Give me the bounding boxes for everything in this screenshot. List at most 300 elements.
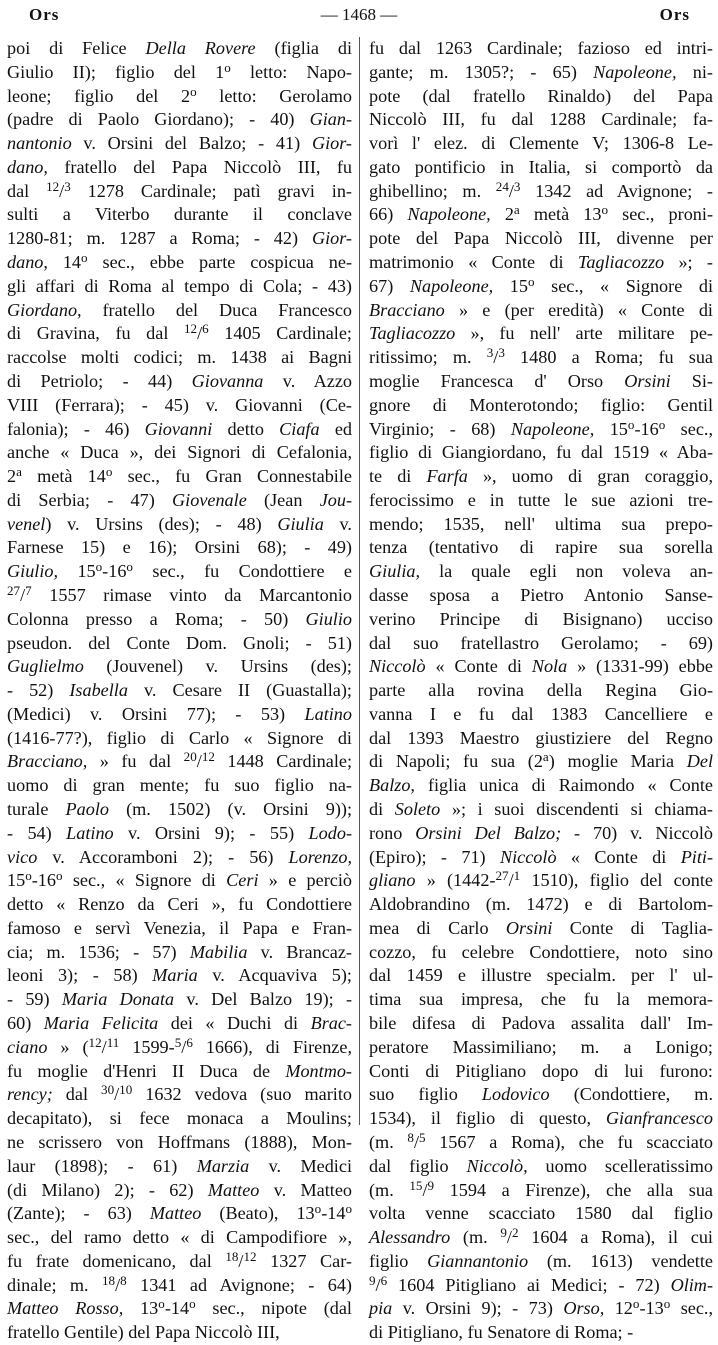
text-run: metà 14: [21, 466, 106, 487]
text-run: » fu dal: [87, 751, 184, 772]
text-line: [369, 679, 713, 703]
text-run: anche « Duca », dei Signori di Cefalonia,: [7, 442, 352, 463]
text-run: 1599-: [119, 1036, 175, 1057]
text-run: sec., nipote (dal: [195, 1298, 352, 1319]
text-run: 1534), il figlio di questo,: [369, 1108, 606, 1129]
text-line: [369, 584, 713, 608]
text-run: mea di Carlo: [369, 917, 506, 938]
text-run: 2: [490, 204, 514, 225]
text-line: [369, 632, 713, 656]
text-line: [7, 584, 352, 608]
text-run: di Gravina, fu dal: [7, 323, 184, 344]
text-run: Giulio II); figlio del 1: [7, 61, 225, 82]
text-line: [7, 1202, 352, 1226]
text-run: v. Orsini 9); - 73): [392, 1298, 564, 1319]
text-line: [369, 893, 713, 917]
text-run: volta venne scacciato 1580 dal figlio: [369, 1203, 713, 1224]
text-line: [7, 465, 352, 489]
text-run: 1405 Cardinale;: [208, 323, 352, 344]
italic-term: Tagliacozzo: [369, 323, 456, 344]
text-line: [369, 394, 713, 418]
column-divider: [359, 37, 360, 1125]
text-run: v. Orsini del Balzo; - 41): [71, 133, 312, 154]
italic-term: Orso,: [563, 1298, 605, 1319]
text-line: [369, 869, 713, 893]
text-run: v. Brancaz-: [247, 941, 352, 962]
text-run: ne scrissero von Hoffmans (1888), Mon-: [7, 1131, 352, 1152]
superscript: 27: [7, 583, 21, 599]
italic-term: Gianfrancesco: [605, 1108, 713, 1129]
text-run: ed: [319, 418, 352, 439]
text-line: [7, 85, 352, 109]
superscript: 30: [101, 1082, 115, 1098]
text-line: [369, 988, 713, 1012]
text-run: dinale; m.: [7, 1274, 102, 1295]
text-run: sec., proni-: [608, 204, 714, 225]
text-run: » (: [47, 1036, 89, 1057]
superscript: o: [314, 1201, 322, 1217]
text-run: rono: [369, 822, 416, 843]
superscript: 3: [498, 345, 505, 361]
text-line: [7, 917, 352, 941]
italic-term: Soleto: [394, 799, 441, 819]
text-run: tenza (tentativo di rapire sua sorella: [369, 537, 713, 558]
italic-term: pia: [369, 1298, 393, 1319]
text-run: « Conte di: [425, 656, 532, 677]
superscript: 6: [380, 1272, 388, 1288]
text-run: (Medici) v. Orsini 77); - 53): [7, 703, 305, 724]
italic-term: Lodovico: [481, 1084, 550, 1105]
text-run: v.: [323, 513, 352, 534]
text-line: [369, 964, 713, 988]
text-line: [7, 608, 352, 632]
italic-term: Alessandro: [369, 1227, 451, 1248]
italic-term: rency;: [7, 1084, 53, 1105]
text-run: » (1331-99) ebbe: [567, 656, 713, 677]
text-run: (m.: [369, 1131, 408, 1152]
italic-term: Orsini: [624, 370, 671, 391]
text-run: v. Acquaviva 5);: [197, 965, 352, 986]
italic-term: Napoleone,: [510, 418, 595, 439]
text-line: [7, 299, 352, 323]
text-line: [7, 1297, 352, 1321]
text-line: [7, 441, 352, 465]
text-run: /: [375, 1274, 381, 1295]
text-run: ) moglie Maria: [548, 751, 687, 772]
superscript: 5: [419, 1130, 426, 1146]
text-line: [7, 132, 352, 156]
text-line: [7, 203, 352, 227]
text-run: (Jouvenel) v. Ursins (des);: [83, 656, 352, 677]
text-run: - 70) v. Niccolò: [561, 822, 713, 843]
text-run: » e (per eredità) « Conte di: [444, 299, 713, 320]
italic-term: Napoleone,: [593, 61, 677, 82]
text-run: dal suo fratellastro Gerolamo; - 69): [369, 632, 713, 653]
italic-term: Giordano,: [7, 299, 82, 320]
text-run: /: [506, 1227, 512, 1248]
text-run: 1604 Pitigliano ai Medici; - 72): [387, 1274, 671, 1295]
text-run: leone; figlio del 2: [7, 85, 191, 106]
text-run: vorì l' elez. di Clemente V; 1306-8 Le-: [369, 133, 713, 154]
italic-term: Isabella: [69, 680, 128, 701]
text-line: [369, 61, 713, 85]
text-run: - 59): [7, 989, 62, 1010]
text-line: [7, 703, 352, 727]
text-line: [369, 1083, 713, 1107]
text-run: 1510), figlio del conte: [520, 870, 713, 891]
text-line: [7, 1226, 352, 1250]
text-line: [369, 108, 713, 132]
text-line: [7, 227, 352, 251]
text-line: [369, 513, 713, 537]
text-run: 2: [7, 466, 17, 487]
italic-term: Balzo,: [369, 775, 415, 796]
italic-term: Niccolò,: [466, 1155, 528, 1176]
text-run: /: [59, 180, 65, 201]
text-line: [7, 513, 352, 537]
italic-term: Giulia,: [369, 561, 421, 582]
text-line: [7, 750, 352, 774]
italic-term: Jou-: [319, 489, 353, 510]
text-line: [7, 1321, 352, 1345]
italic-term: venel: [7, 513, 46, 534]
superscript: 9: [500, 1225, 507, 1241]
text-run: (m.: [369, 1179, 410, 1200]
text-line: [369, 560, 713, 584]
text-run: /: [115, 1274, 121, 1295]
text-run: 15: [7, 870, 26, 891]
text-line: [369, 750, 713, 774]
italic-term: Napoleone,: [407, 204, 491, 225]
superscript: o: [158, 1296, 165, 1312]
superscript: o: [126, 559, 133, 575]
text-run: /: [508, 180, 514, 201]
italic-term: Piti-: [680, 846, 714, 867]
text-run: Conte di Taglia-: [552, 917, 713, 938]
text-run: te di: [369, 466, 427, 487]
text-line: [7, 1250, 352, 1274]
superscript: 20: [183, 749, 197, 765]
text-run: dal 1459 e illustre specialm. per l' ul-: [369, 965, 713, 986]
italic-term: Niccolò: [499, 846, 557, 867]
superscript: o: [224, 59, 231, 75]
text-run: 1448 Cardinale;: [214, 751, 352, 772]
text-run: fu frate domenicano, dal: [7, 1250, 226, 1271]
text-line: [7, 1155, 352, 1179]
italic-term: Maria Donata: [61, 989, 175, 1010]
text-run: suo figlio: [369, 1084, 482, 1105]
text-run: figlia unica di Raimondo « Conte: [414, 775, 713, 796]
text-line: [369, 608, 713, 632]
text-run: sec., fu Condottiere e: [132, 561, 352, 582]
text-run: sulti a Viterbo durante il conclave: [7, 204, 352, 225]
italic-term: Orsini Del Balzo;: [415, 822, 562, 843]
text-line: [7, 156, 352, 180]
superscript: o: [81, 250, 88, 266]
text-run: figlio: [369, 1250, 428, 1271]
superscript: 12: [88, 1034, 102, 1050]
text-run: »; i suoi discendenti si chiama-: [440, 799, 713, 819]
text-run: detto: [212, 418, 280, 439]
text-line: [7, 1107, 352, 1131]
text-run: gato pontificio in Italia, si comportò da: [369, 156, 713, 177]
text-run: peratore Massimiliano; m. a Lonigo;: [369, 1036, 713, 1057]
text-run: 1327 Car-: [256, 1250, 352, 1271]
text-run: falonia); - 46): [7, 418, 145, 439]
superscript: o: [627, 416, 635, 432]
text-line: [369, 536, 713, 560]
italic-term: Giovanni: [144, 418, 213, 439]
superscript: 12: [243, 1248, 257, 1264]
text-line: [369, 1155, 713, 1179]
text-run: v. Medici: [249, 1155, 352, 1176]
text-run: raccolse molti codici; m. 1438 ai Bagni: [7, 347, 352, 368]
text-run: - 54): [7, 822, 67, 843]
text-run: (Zante); - 63): [7, 1203, 150, 1224]
superscript: o: [632, 1296, 640, 1312]
text-run: v. Orsini 9); - 55): [113, 822, 309, 843]
superscript: 18: [225, 1248, 239, 1264]
italic-term: Giulio: [305, 608, 352, 629]
superscript: 10: [119, 1082, 133, 1098]
text-run: decapitato), si fece monaca a Moulins;: [7, 1108, 352, 1129]
right-text-column: [369, 37, 714, 1343]
italic-term: Ceri: [226, 870, 259, 891]
text-line: [369, 203, 713, 227]
italic-term: Matteo: [207, 1179, 260, 1200]
text-run: (Beato), 13: [201, 1203, 315, 1224]
text-line: [7, 893, 352, 917]
text-run: ritissimo; m.: [369, 347, 487, 368]
text-line: [7, 346, 352, 370]
italic-term: Paolo: [65, 799, 109, 819]
text-run: uomo di gran mente; fu suo figlio na-: [7, 775, 352, 796]
text-run: matrimonio « Conte di: [369, 252, 578, 273]
text-run: v. Accoramboni 2); - 56): [37, 846, 289, 867]
text-run: /: [197, 323, 203, 344]
text-run: moglie Francesca d' Orso: [369, 370, 625, 391]
text-run: -16: [634, 418, 659, 439]
text-run: /: [413, 1131, 420, 1152]
text-run: 15: [58, 561, 96, 582]
italic-term: Lodo-: [308, 822, 352, 843]
italic-term: Montmo-: [285, 1060, 352, 1081]
italic-term: Del: [686, 751, 713, 772]
text-line: [7, 489, 352, 513]
text-run: 1342 ad Avignone; -: [520, 180, 713, 201]
superscript: 9: [369, 1272, 376, 1288]
italic-term: Latino: [66, 822, 114, 843]
text-run: letto: Gerolamo: [196, 85, 353, 106]
italic-term: Napoleone,: [409, 275, 494, 296]
text-line: [7, 394, 352, 418]
text-run: /: [196, 751, 202, 772]
text-run: 1341 ad Avignone; - 64): [126, 1274, 352, 1295]
text-run: 1594 a Firenze), che alla sua: [434, 1179, 713, 1200]
text-line: [369, 655, 713, 679]
text-line: [7, 679, 352, 703]
text-run: pote del Papa Niccolò III, divenne per: [369, 228, 713, 249]
text-run: gante; m. 1305?; - 65): [369, 61, 594, 82]
text-line: [369, 774, 713, 798]
superscript: 5: [174, 1034, 182, 1050]
italic-term: Giovenale: [172, 489, 247, 510]
text-line: [369, 1036, 713, 1060]
text-run: gnore di Monterotondo; figlio: Gentil: [369, 394, 713, 415]
superscript: 12: [201, 749, 215, 765]
header-left-keyword: Ors: [29, 5, 60, 24]
left-text-column: [7, 37, 353, 1343]
text-run: dasse sposa a Pietro Antonio Sanse-: [369, 584, 713, 605]
text-run: ferocissimo e in tutte le sue azioni tre-: [369, 489, 713, 510]
text-line: [7, 846, 352, 870]
superscript: 12: [183, 321, 198, 337]
superscript: 3: [64, 178, 71, 194]
text-run: 1280-81; m. 1287 a Roma; - 42): [7, 228, 312, 249]
text-line: [7, 988, 352, 1012]
text-run: laur (1898); - 61): [7, 1155, 197, 1176]
text-run: - 52): [7, 680, 70, 701]
italic-term: Tagliacozzo: [577, 252, 665, 273]
superscript: o: [663, 1296, 671, 1312]
italic-term: Giulio,: [7, 561, 59, 582]
text-run: dal: [52, 1084, 102, 1105]
text-line: [369, 37, 713, 61]
text-run: metà 13: [519, 204, 602, 225]
text-run: detto « Renzo da Ceri », fu Condottiere: [7, 894, 352, 915]
italic-term: Lorenzo,: [288, 846, 352, 867]
text-run: (Condottiere, m.: [549, 1084, 713, 1105]
italic-term: Matteo: [149, 1203, 202, 1224]
italic-term: Matteo Rosso,: [7, 1298, 124, 1319]
text-run: Virginio; - 68): [369, 418, 511, 439]
italic-term: Guglielmo: [7, 656, 84, 677]
italic-term: dano,: [7, 252, 48, 273]
text-line: [369, 275, 713, 299]
superscript: o: [95, 559, 103, 575]
text-run: 1557 rimase vinto da Marcantonio: [31, 584, 352, 605]
text-line: [7, 370, 352, 394]
text-line: [369, 299, 713, 323]
text-line: [369, 1060, 713, 1084]
text-run: famoso e servì Venezia, il Papa e Fran-: [7, 917, 352, 938]
text-run: ni-: [676, 61, 713, 82]
superscript: 15: [409, 1177, 423, 1193]
italic-term: Nola: [531, 656, 568, 677]
text-run: dal figlio: [369, 1155, 467, 1176]
text-line: [7, 560, 352, 584]
text-run: sec., « Signore di: [534, 275, 714, 296]
text-line: [7, 322, 352, 346]
text-line: [369, 727, 713, 751]
text-run: Aldobrandino (m. 1472) e di Bartolom-: [369, 894, 713, 915]
text-line: [7, 869, 352, 893]
text-line: [369, 132, 713, 156]
text-line: [7, 536, 352, 560]
italic-term: Orsini: [505, 917, 553, 938]
text-line: [369, 846, 713, 870]
text-run: (di Milano) 2); - 62): [7, 1179, 208, 1200]
superscript: o: [190, 83, 197, 99]
text-run: Colonna presso a Roma; - 50): [7, 608, 306, 629]
text-run: 13: [123, 1298, 159, 1319]
text-line: [369, 1131, 713, 1155]
text-run: ghibellino; m.: [369, 180, 496, 201]
text-line: [369, 1250, 713, 1274]
text-line: [7, 727, 352, 751]
italic-term: Mabilia: [189, 941, 248, 962]
text-run: fratello Gentile) del Papa Niccolò III,: [7, 1322, 280, 1343]
text-run: verino Principe di Bisignano) ucciso: [369, 608, 713, 629]
running-header: [0, 0, 718, 30]
text-run: 67): [369, 275, 410, 296]
superscript: 3: [513, 178, 521, 194]
text-run: di Serbia; - 47): [7, 489, 173, 510]
superscript: o: [55, 868, 63, 884]
text-line: [7, 1036, 352, 1060]
text-run: ) v. Ursins (des); - 48): [45, 513, 278, 534]
italic-term: Marzia: [196, 1155, 250, 1176]
text-line: [7, 418, 352, 442]
text-run: 1480 a Roma; fu sua: [504, 347, 713, 368]
text-line: [7, 941, 352, 965]
text-line: [369, 1274, 713, 1298]
text-line: [369, 418, 713, 442]
italic-term: Gian-: [309, 109, 352, 130]
text-run: bile difesa di Padova assalita dall' Im-: [369, 1013, 713, 1034]
superscript: a: [542, 749, 549, 765]
text-run: dal 1393 Maestro giustiziere del Regno: [369, 727, 713, 748]
text-run: (Jean: [246, 489, 320, 510]
text-run: gli affari di Roma al tempo di Cola; - 43): [7, 275, 352, 296]
text-run: Farnese 15) e 16); Orsini 68); - 49): [7, 537, 352, 558]
text-run: leoni 3); - 58): [7, 965, 153, 986]
text-run: di Napoli; fu sua (2: [369, 751, 543, 772]
text-run: vanna I e fu dal 1383 Cancelliere e: [369, 703, 713, 724]
text-line: [7, 37, 352, 61]
text-run: 15: [594, 418, 628, 439]
text-run: 14: [47, 252, 82, 273]
text-run: la quale egli non voleva an-: [420, 561, 713, 582]
header-right-keyword: Ors: [659, 5, 690, 24]
text-line: [369, 465, 713, 489]
text-run: /: [20, 584, 26, 605]
superscript: 8: [120, 1272, 127, 1288]
text-line: [369, 251, 713, 275]
text-run: Si-: [670, 370, 713, 391]
text-run: sec., « Signore di: [62, 870, 227, 891]
text-run: /: [508, 870, 514, 891]
text-run: fu dal 1263 Cardinale; fazioso ed intri-: [369, 38, 713, 58]
text-run: 1632 vedova (suo marito: [132, 1084, 352, 1105]
text-line: [7, 108, 352, 132]
text-line: [369, 322, 713, 346]
text-run: /: [238, 1250, 244, 1271]
superscript: 3: [486, 345, 494, 361]
text-run: 15: [493, 275, 528, 296]
italic-term: Giulia: [277, 513, 324, 534]
page-number: — 1468 —: [320, 5, 398, 24]
italic-term: Della Rovere: [145, 38, 256, 58]
text-line: [369, 370, 713, 394]
text-run: parte alla rovina della Regina Gio-: [369, 680, 713, 701]
superscript: 11: [106, 1034, 120, 1050]
superscript: 18: [102, 1272, 116, 1288]
superscript: o: [189, 1296, 196, 1312]
text-run: fratello del Papa Niccolò III, fu: [47, 156, 352, 177]
text-run: sec.,: [665, 418, 713, 439]
text-line: [369, 917, 713, 941]
